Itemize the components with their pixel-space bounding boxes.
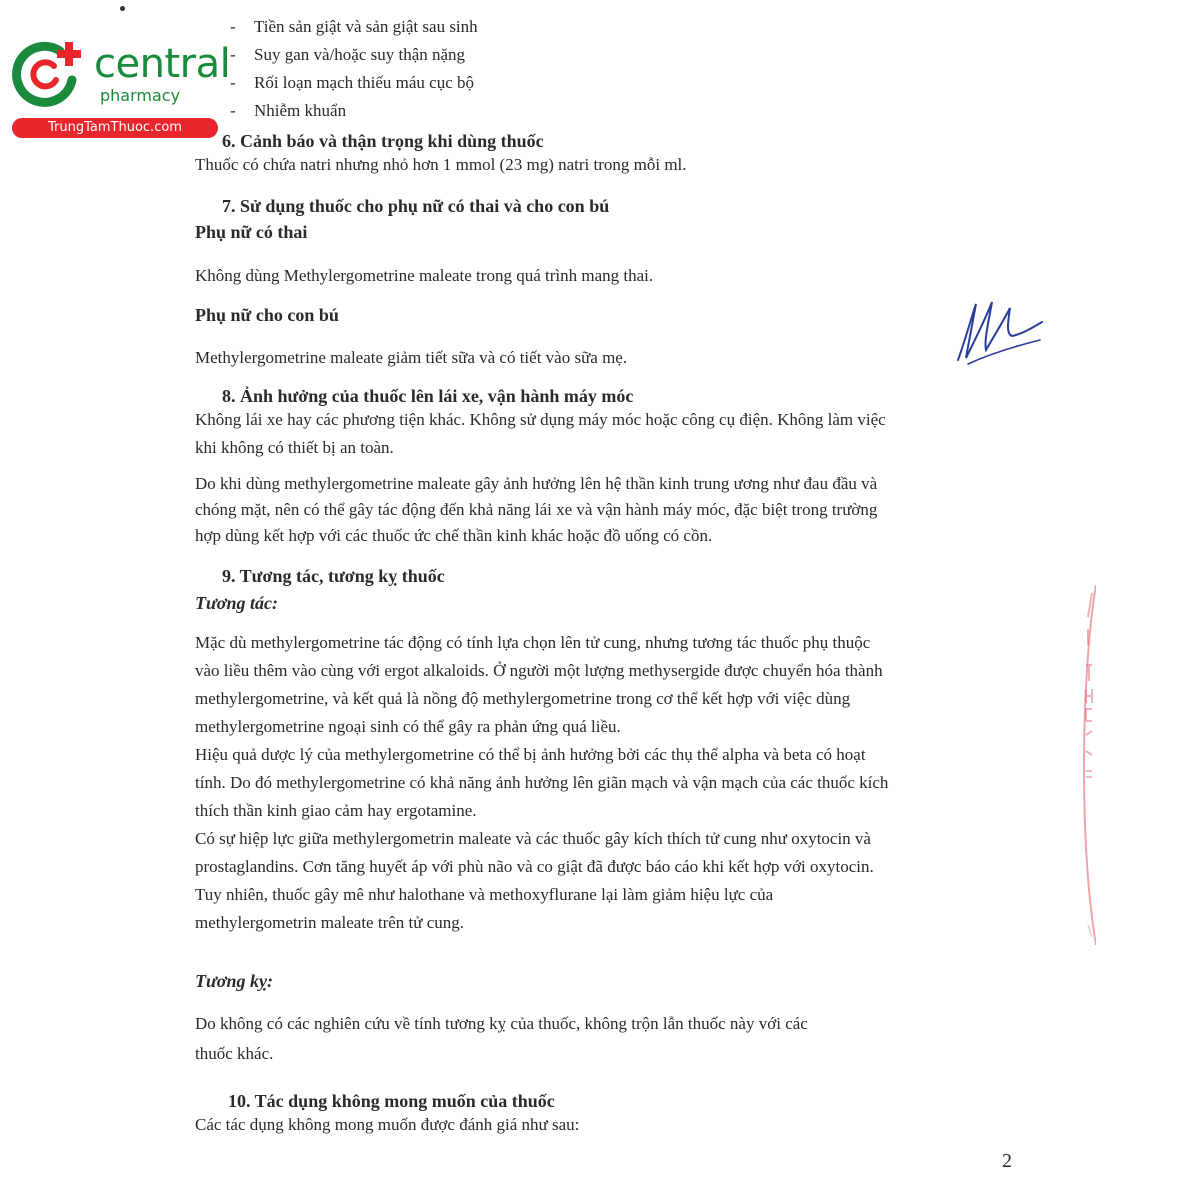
paragraph-line: Hiệu quả dược lý của methylergometrine có thể bị ảnh hưởng bởi các thụ thể alpha và beta có hoạt [195, 745, 866, 764]
paragraph-line: Không dùng Methylergometrine maleate trong quá trình mang thai. [195, 266, 654, 285]
paragraph-line: chóng mặt, nên có thể gây tác động đến khả năng lái xe và vận hành máy móc, đặc biệt trong trường [195, 500, 878, 519]
paragraph-line: thích thần kinh giao cảm hay ergotamine. [195, 801, 477, 820]
subheading-interactions: Tương tác: [195, 593, 278, 613]
brand-name: central [94, 41, 231, 87]
paragraph-line: Các tác dụng không mong muốn được đánh giá như sau: [195, 1115, 580, 1134]
subheading-incompatibility: Tương kỵ: [195, 971, 273, 991]
section-7-heading: 7. Sử dụng thuốc cho phụ nữ có thai và cho con bú [222, 196, 610, 216]
paragraph-line: tính. Do đó methylergometrine có khả năng ảnh hưởng lên giãn mạch và vận mạch của các thuốc kích [195, 773, 889, 792]
paragraph-line: Không lái xe hay các phương tiện khác. Không sử dụng máy móc hoặc công cụ điện. Không làm việc [195, 410, 886, 429]
section-6-heading: 6. Cảnh báo và thận trọng khi dùng thuốc [222, 131, 544, 151]
paragraph-line: thuốc khác. [195, 1044, 274, 1063]
scan-speck [120, 6, 125, 11]
subheading-pregnant: Phụ nữ có thai [195, 222, 308, 242]
signature [950, 292, 1050, 372]
paragraph-line: methylergometrine, và kết quả là nồng độ methylergometrine trong cơ thể kết hợp với việc dùng [195, 689, 851, 708]
paragraph-line: hợp dùng kết hợp với các thuốc ức chế thần kinh khác hoặc đồ uống có cồn. [195, 526, 713, 545]
paragraph-line: methylergometrin maleate trên tử cung. [195, 913, 465, 932]
paragraph-line: methylergometrine ngoại sinh có thể gây ra phản ứng quá liều. [195, 717, 621, 736]
paragraph-line: Do khi dùng methylergometrine maleate gây ảnh hưởng lên hệ thần kinh trung ương như đau đầu và [195, 474, 878, 493]
paragraph-line: Mặc dù methylergometrine tác động có tính lựa chọn lên tử cung, nhưng tương tác thuốc phụ thuộc [195, 633, 871, 652]
section-10-heading: 10. Tác dụng không mong muốn của thuốc [228, 1091, 555, 1111]
paragraph-line: prostaglandins. Cơn tăng huyết áp với phù não và co giật đã được báo cáo khi kết hợp với oxytocin. [195, 857, 874, 876]
brand-subtitle: pharmacy [100, 86, 181, 105]
section-9-heading: 9. Tương tác, tương kỵ thuốc [222, 566, 445, 586]
central-pharmacy-logo[interactable] [10, 36, 231, 136]
section-8-heading: 8. Ảnh hưởng của thuốc lên lái xe, vận hành máy móc [222, 386, 634, 406]
document-page: central pharmacy TrungTamThuoc.com - Tiền sản giật và sản giật sau sinh - Suy gan và/hoặc suy thận nặng - Rối loạn mạch thiếu máu cục bộ - Nhiễm khuẩn 6. Cảnh báo và thận trọng khi dùng thuốc Thuốc có chứa natri nhưng nhỏ hơn 1 mmol (23 mg) natri trong mỗi ml. 7. Sử dụng thuốc cho phụ nữ có thai và cho con bú Phụ nữ có thai Không dùng Methylergometrine maleate trong quá trình mang thai. Phụ nữ cho con bú Methylergometrine maleate giảm tiết sữa và có tiết vào sữa mẹ. 8. Ảnh hưởng của thuốc lên lái xe, vận hành máy móc Không lái xe hay các phương tiện khác. Không sử dụng máy móc hoặc công cụ điện. Không làm việc khi không có thiết bị an toàn. Do khi dùng methylergometrine maleate gây ảnh hưởng lên hệ thần kinh trung ương như đau đầu và chóng mặt, nên có thể gây tác động đến khả năng lái xe và vận hành máy móc, đặc biệt trong trường hợp dùng kết hợp với các thuốc ức chế thần kinh khác hoặc đồ uống có cồn. 9. Tương tác, tương kỵ thuốc Tương tác: Mặc dù methylergometrine tác động có tính lựa chọn lên tử cung, nhưng tương tác thuốc phụ thuộc vào liều thêm vào cùng với ergot alkaloids. Ở người một lượng methysergide được chuyển hóa thành methylergometrine, và kết quả là nồng độ methylergometrine trong cơ thể kết hợp với việc dùng methylergometrine ngoại sinh có thể gây ra phản ứng quá liều. Hiệu quả dược lý của methylergometrine có thể bị ảnh hưởng bởi các thụ thể alpha và beta có hoạt tính. Do đó methylergometrine có khả năng ảnh hưởng lên giãn mạch và vận mạch của các thuốc kích thích thần kinh giao cảm hay ergotamine. Có sự hiệp lực giữa methylergometrin maleate và các thuốc gây kích thích tử cung như oxytocin và prostaglandins. Cơn tăng huyết áp với phù não và co giật đã được báo cáo khi kết hợp với oxytocin. Tuy nhiên, thuốc gây mê như halothane và methoxyflurane lại làm giảm hiệu lực của methylergometrin maleate trên tử cung. Tương kỵ: Do không có các nghiên cứu về tính tương kỵ của thuốc, không trộn lẫn thuốc này với các thuốc khác. 10. Tác dụng không mong muốn của thuốc Các tác dụng không mong muốn được đánh giá như sau: 2 [0, 0, 1200, 1200]
paragraph-line: khi không có thiết bị an toàn. [195, 438, 394, 457]
site-url-badge[interactable]: TrungTamThuoc.com [12, 118, 218, 138]
paragraph-line: Tuy nhiên, thuốc gây mê như halothane và methoxyflurane lại làm giảm hiệu lực của [195, 885, 774, 904]
subheading-breastfeeding: Phụ nữ cho con bú [195, 305, 339, 325]
page-number: 2 [1002, 1150, 1012, 1172]
paragraph-line: vào liều thêm vào cùng với ergot alkaloids. Ở người một lượng methysergide được chuyển hóa thành [195, 661, 883, 680]
official-stamp [1062, 585, 1096, 945]
paragraph-line: Do không có các nghiên cứu về tính tương kỵ của thuốc, không trộn lẫn thuốc này với các [195, 1014, 808, 1033]
pharmacy-cross-logo-icon [10, 36, 84, 110]
paragraph-line: Có sự hiệp lực giữa methylergometrin maleate và các thuốc gây kích thích tử cung như oxytocin và [195, 829, 871, 848]
paragraph-line: Methylergometrine maleate giảm tiết sữa và có tiết vào sữa mẹ. [195, 348, 628, 367]
paragraph-line: Thuốc có chứa natri nhưng nhỏ hơn 1 mmol (23 mg) natri trong mỗi ml. [195, 155, 687, 174]
